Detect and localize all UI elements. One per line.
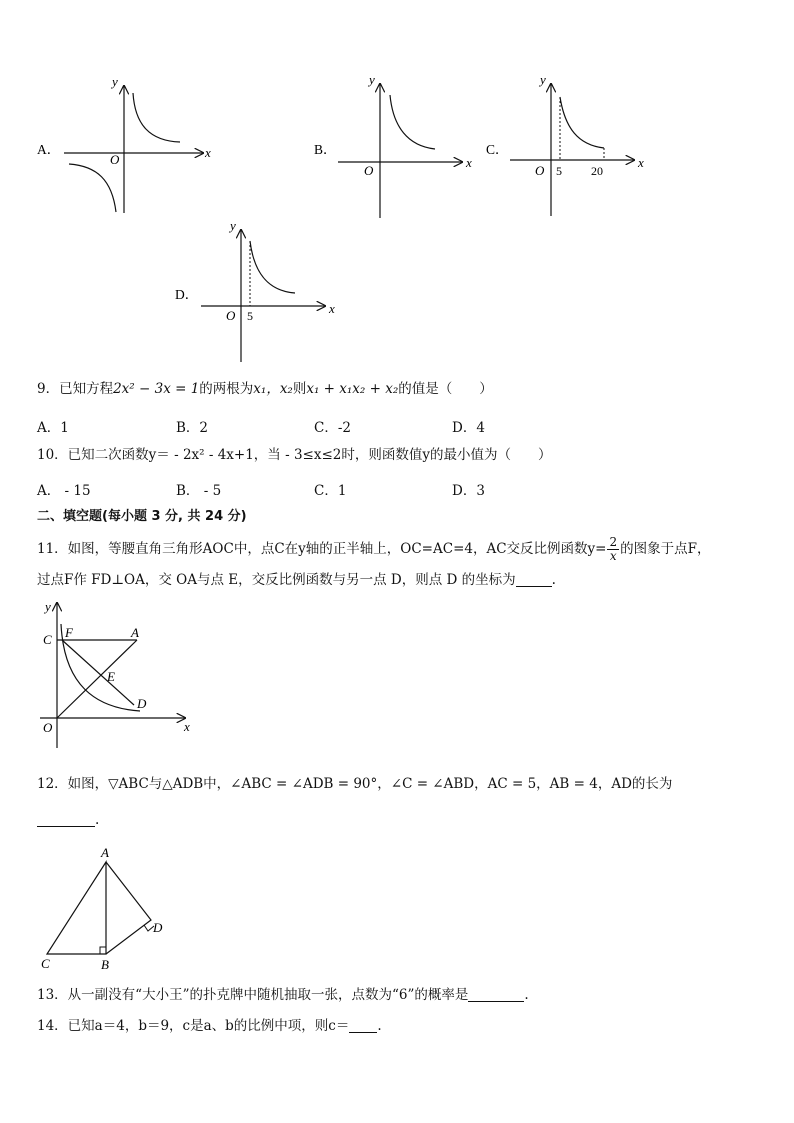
graph-c-origin: O bbox=[535, 163, 545, 178]
q12-answer-blank[interactable] bbox=[37, 812, 95, 827]
q13-answer-blank[interactable] bbox=[468, 987, 524, 1002]
graph-a-y-label: y bbox=[112, 74, 118, 89]
graph-d-tick-5: 5 bbox=[247, 309, 253, 323]
question-12-line-1: 12．如图，▽ABC与△ADB中，∠ABC = ∠ADB = 90°，∠C = ∠ABD，AC = 5，AB = 4，AD的长为 bbox=[37, 776, 673, 792]
q11-fig-label-y: y bbox=[45, 599, 51, 614]
q11-fig-label-e: E bbox=[107, 669, 115, 684]
q11-fig-label-d: D bbox=[137, 696, 147, 711]
q12-fig-label-a: A bbox=[101, 845, 109, 860]
graph-a-curve-q3 bbox=[69, 164, 116, 212]
q9-expression: x₁ + x₁x₂ + x₂ bbox=[306, 381, 399, 397]
q12-fig-label-c: C bbox=[41, 956, 50, 971]
graph-b-y-label: y bbox=[369, 72, 375, 87]
graph-c bbox=[486, 72, 644, 216]
q11-fig-label-f: F bbox=[65, 625, 73, 640]
graph-a-origin: O bbox=[110, 152, 120, 167]
graph-c-tick-20: 20 bbox=[591, 164, 603, 178]
q11-fig-label-x: x bbox=[184, 719, 190, 734]
graph-d-origin: O bbox=[226, 308, 236, 323]
graph-c-tick-5: 5 bbox=[556, 164, 562, 178]
graph-b bbox=[314, 72, 472, 218]
question-12-line-2: . bbox=[37, 811, 99, 829]
q11-fig-label-a: A bbox=[131, 625, 139, 640]
graph-d-y-label: y bbox=[230, 218, 236, 233]
question-14-stem: 14．已知a＝4，b＝9，c是a、b的比例中项，则c＝ . bbox=[37, 1018, 382, 1034]
question-10-stem: 10．已知二次函数y＝ - 2x² - 4x+1，当 - 3≤x≤2时，则函数值y的最小值为（ ） bbox=[37, 447, 552, 463]
q9-option-a[interactable]: A．1 bbox=[37, 420, 69, 436]
graph-d-curve bbox=[250, 241, 295, 293]
graph-b-origin: O bbox=[364, 163, 374, 178]
q11-answer-blank[interactable] bbox=[516, 572, 552, 587]
graph-a-curve-q1 bbox=[133, 93, 180, 142]
graph-b-x-label: x bbox=[466, 155, 472, 170]
q9-option-b[interactable]: B．2 bbox=[176, 420, 209, 436]
q14-answer-blank[interactable] bbox=[349, 1018, 377, 1033]
q9-roots: x₁，x₂ bbox=[253, 381, 293, 397]
q12-fig-label-d: D bbox=[153, 920, 163, 935]
q10-option-d[interactable]: D．3 bbox=[452, 483, 485, 499]
q11-fraction: $\frac{2}{x}$ bbox=[609, 535, 618, 563]
graph-b-label: B． bbox=[314, 142, 337, 157]
graph-c-x-label: x bbox=[638, 155, 644, 170]
q11-figure bbox=[30, 596, 200, 756]
graph-a bbox=[37, 74, 211, 213]
q11-fig-label-o: O bbox=[43, 720, 53, 735]
question-13-stem: 13．从一副没有“大小王”的扑克牌中随机抽取一张，点数为“6”的概率是 . bbox=[37, 987, 529, 1003]
graph-b-curve bbox=[390, 95, 435, 149]
q12-fig-label-b: B bbox=[101, 957, 109, 972]
question-11-line-1: 11．如图，等腰直角三角形AOC中，点C在y轴的正半轴上，OC=AC=4，AC交反比例函数y= $\frac{2}{x}$ 的图象于点F， bbox=[37, 535, 711, 563]
graph-a-label: A． bbox=[37, 142, 61, 157]
graph-d-label: D． bbox=[175, 287, 199, 302]
graph-c-curve bbox=[560, 97, 604, 148]
option-graphs bbox=[0, 60, 794, 370]
graph-c-y-label: y bbox=[540, 72, 546, 87]
q9-option-c[interactable]: C．-2 bbox=[314, 420, 351, 436]
q11-fig-label-c: C bbox=[43, 632, 52, 647]
graph-d bbox=[175, 218, 335, 362]
q10-option-c[interactable]: C．1 bbox=[314, 483, 347, 499]
q10-option-a[interactable]: A． - 15 bbox=[37, 483, 91, 499]
graph-a-x-label: x bbox=[205, 145, 211, 160]
q9-option-d[interactable]: D．4 bbox=[452, 420, 485, 436]
question-11-line-2: 过点F作 FD⊥OA，交 OA与点 E，交反比例函数与另一点 D，则点 D 的坐标为 . bbox=[37, 572, 556, 588]
question-9-stem: 9．已知方程2x² − 3x = 1的两根为x₁，x₂则x₁ + x₁x₂ + x₂的值是（ ） bbox=[37, 381, 493, 397]
section-heading-fill-blank: 二、填空题(每小题 3 分, 共 24 分) bbox=[37, 509, 247, 524]
q10-option-b[interactable]: B． - 5 bbox=[176, 483, 222, 499]
graph-c-label: C． bbox=[486, 142, 509, 157]
q12-figure bbox=[35, 840, 175, 975]
graph-d-x-label: x bbox=[329, 301, 335, 316]
q9-equation: 2x² − 3x = 1 bbox=[113, 381, 200, 397]
